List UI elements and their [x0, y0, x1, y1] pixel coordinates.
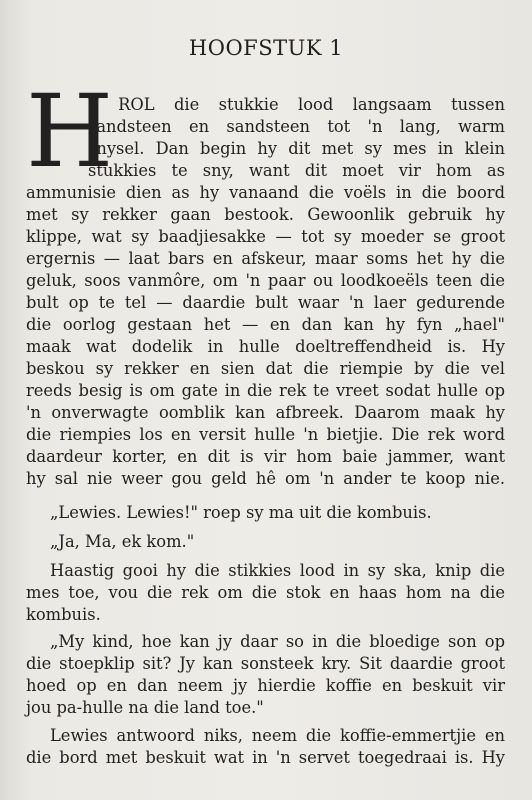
text-line: stukkies te sny, want dit moet vir hom as — [88, 161, 505, 180]
text-line: geluk, soos vanmôre, om 'n paar ou loodkoeëls teen die — [26, 271, 505, 290]
text-line: hoed op en dan neem jy hierdie koffie en beskuit vir — [26, 676, 505, 695]
text-line: Haastig gooi hy die stikkies lood in sy ska, knip die — [50, 561, 505, 580]
text-line: hy sal nie weer gou geld hê om 'n ander te koop nie. — [26, 469, 505, 488]
text-line: Lewies antwoord niks, neem die koffie-emmertjie en — [50, 726, 505, 745]
text-line: „My kind, hoe kan jy daar so in die bloedige son op — [50, 632, 505, 651]
dialogue-line: „Ja, Ma, ek kom." — [50, 532, 195, 551]
chapter-title: HOOFSTUK 1 — [188, 36, 344, 60]
text-line: klippe, wat sy baadjiesakke — tot sy moeder se groot — [26, 227, 505, 246]
text-line: bult op te tel — daardie bult waar 'n laer gedurende — [26, 293, 505, 312]
drop-cap: H — [26, 73, 114, 190]
text-line: beskou sy rekker en sien dat die riempie by die vel — [26, 359, 505, 378]
text-line: reeds besig is om gate in die rek te vreet sodat hulle op — [26, 381, 505, 400]
text-line: kombuis. — [26, 605, 101, 624]
text-line: sandsteen en sandsteen tot 'n lang, warm — [88, 117, 505, 136]
text-line: die stoepklip sit? Jy kan sonsteek kry. Sit daardie groot — [26, 654, 505, 673]
text-line: snysel. Dan begin hy dit met sy mes in klein — [88, 139, 505, 158]
text-line: maak wat dodelik in hulle doeltreffendheid is. Hy — [26, 337, 505, 356]
dialogue-line: „Lewies. Lewies!" roep sy ma uit die kombuis. — [50, 503, 432, 522]
text-line: 'n onverwagte oomblik kan afbreek. Daarom maak hy — [26, 403, 505, 422]
text-line: die riempies los en versit hulle 'n bietjie. Die rek word — [26, 425, 505, 444]
text-line: daardeur korter, en dit is vir hom baie jammer, want — [26, 447, 505, 466]
text-line: die bord met beskuit wat in 'n servet toegedraai is. Hy — [26, 748, 505, 767]
text-line: mes toe, vou die rek om die stok en haas hom na die — [26, 583, 505, 602]
text-line: die oorlog gestaan het — en dan kan hy fyn „hael" — [26, 315, 505, 334]
text-line: met sy rekker gaan bestook. Gewoonlik gebruik hy — [26, 205, 505, 224]
text-line: jou pa-hulle na die land toe." — [26, 698, 264, 717]
text-line: ergernis — laat bars en afskeur, maar soms het hy die — [26, 249, 505, 268]
text-line: ammunisie dien as hy vanaand die voëls in die boord — [26, 183, 505, 202]
text-line: Y ROL die stukkie lood langsaam tussen — [88, 95, 505, 114]
